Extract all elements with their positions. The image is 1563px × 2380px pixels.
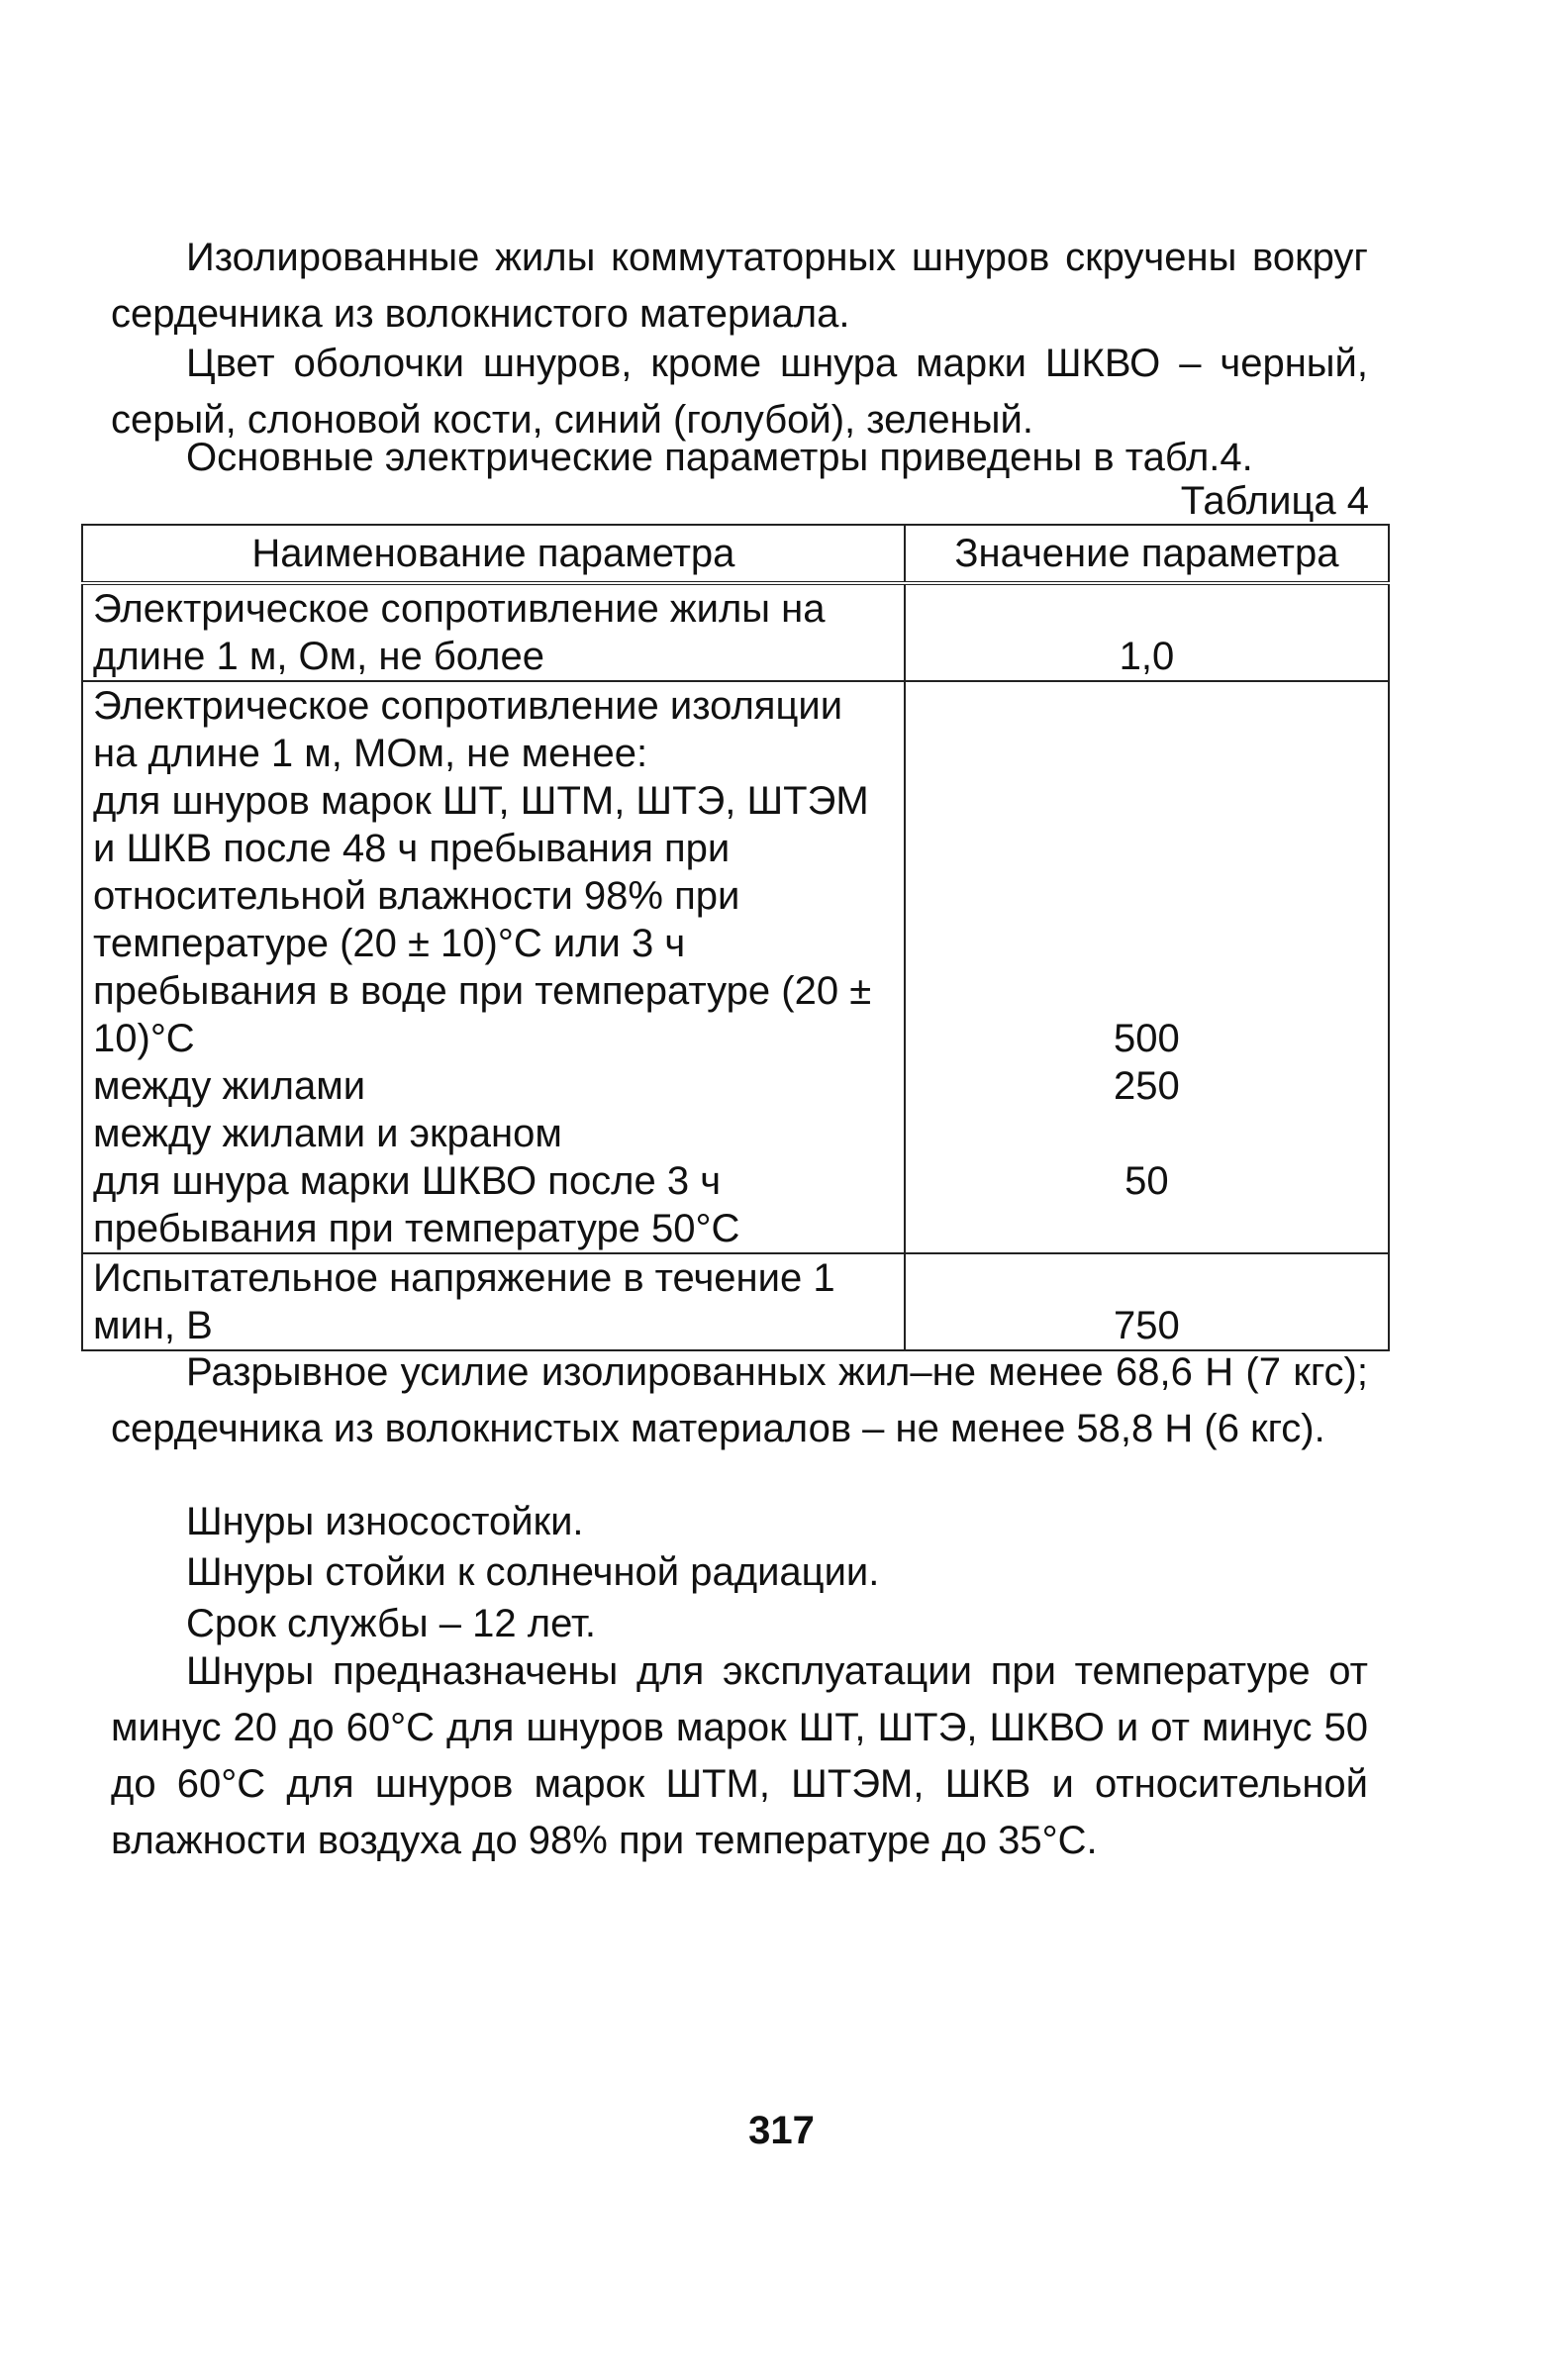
table-row	[82, 1253, 1389, 1350]
page-number: 317	[748, 2109, 815, 2152]
paragraph-service-life: Срок службы – 12 лет.	[186, 1602, 596, 1645]
table-caption: Таблица 4	[1180, 479, 1369, 523]
insulation-shkvo-label: для шнура марки ШКВО после 3 ч пребывания при температуре 50°С	[93, 1159, 740, 1250]
insulation-between-cores-label: между жилами	[93, 1064, 366, 1108]
header-parameter-value: Значение параметра	[905, 525, 1389, 583]
insulation-between-cores-value: 500	[1114, 1017, 1180, 1060]
table-row	[82, 583, 1389, 681]
table-row	[82, 681, 1389, 1253]
insulation-cores-screen-label: между жилами и экраном	[93, 1112, 562, 1155]
row-insulation-resistance-values	[905, 681, 1389, 1253]
row-conductor-resistance-name: Электрическое сопротивление жилы на длине 1 м, Ом, не более	[82, 583, 905, 681]
row-insulation-resistance-name	[82, 681, 905, 1253]
paragraph-breaking-force: Разрывное усилие изолированных жил–не менее 68,6 Н (7 кгс); сердечника из волокнистых материалов – не менее 58,8 Н (6 кгс).	[111, 1350, 1368, 1450]
parameters-table	[81, 524, 1390, 1351]
paragraph-solar-resistance: Шнуры стойки к солнечной радиации.	[186, 1550, 880, 1594]
row-conductor-resistance-value: 1,0	[905, 583, 1389, 681]
row-test-voltage-value: 750	[905, 1253, 1389, 1350]
insulation-condition: для шнуров марок ШТ, ШТМ, ШТЭ, ШТЭМ и ШКВ после 48 ч пребывания при относительной влажности 98% при температуре (20 ± 10)°С или 3 ч пребывания в воде при температуре (20 ± 10)°С	[93, 779, 872, 1060]
insulation-cores-screen-value: 250	[1114, 1064, 1180, 1108]
paragraph-sheath-color: Цвет оболочки шнуров, кроме шнура марки ШКВО – черный, серый, слоновой кости, синий (голубой), зеленый.	[111, 342, 1368, 442]
paragraph-table-reference: Основные электрические параметры приведены в табл.4.	[186, 436, 1253, 479]
table-header-row	[82, 525, 1389, 583]
paragraph-operating-conditions: Шнуры предназначены для эксплуатации при температуре от минус 20 до 60°С для шнуров марок ШТ, ШТЭ, ШКВО и от минус 50 до 60°С для шнуров марок ШТМ, ШТЭМ, ШКВ и относительной влажности воздуха до 98% при температуре до 35°С.	[111, 1649, 1368, 1862]
insulation-shkvo-value: 50	[1124, 1159, 1169, 1203]
paragraph-cores: Изолированные жилы коммутаторных шнуров скручены вокруг сердечника из волокнистого материала.	[111, 236, 1368, 336]
insulation-intro: Электрическое сопротивление изоляции на длине 1 м, МОм, не менее:	[93, 684, 843, 775]
row-test-voltage-name: Испытательное напряжение в течение 1 мин, В	[82, 1253, 905, 1350]
paragraph-wear-resistance: Шнуры износостойки.	[186, 1500, 584, 1543]
header-parameter-name: Наименование параметра	[82, 525, 905, 583]
